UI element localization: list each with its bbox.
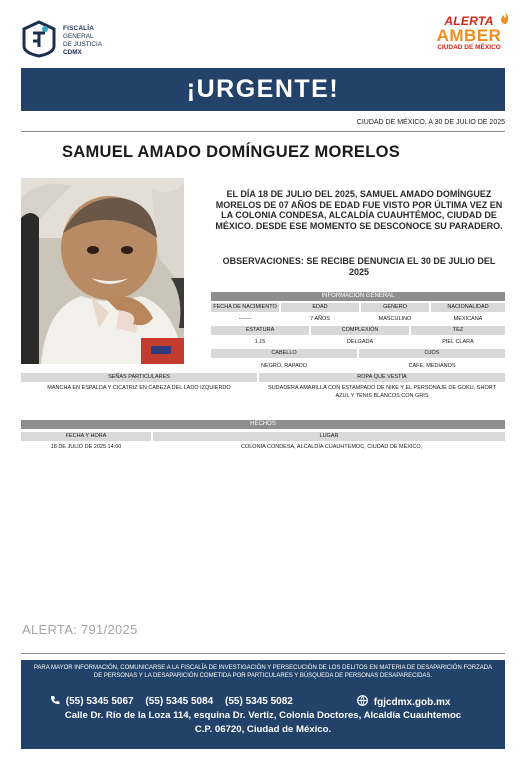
phone-icon [50, 695, 60, 705]
birth-value: ------- [238, 316, 252, 322]
phone-3[interactable]: (55) 5345 5082 [225, 696, 293, 707]
clothing-value: SUDADERA AMARILLA CON ESTAMPADO DE NIKE Y EL PERSONAJE DE GOKU, SHORT AZUL Y TENIS BLANCOS CON GRIS [268, 385, 496, 399]
fiscalia-name [63, 25, 102, 57]
address [21, 709, 505, 737]
build-value: DELGADA [346, 339, 374, 345]
eyes-value: CAFE, MEDIANOS [408, 363, 456, 369]
gender-value: MASCULINO [378, 316, 412, 322]
person-photo [21, 178, 184, 364]
phone-1[interactable]: (55) 5345 5067 [65, 696, 134, 707]
report-paragraph: EL DÍA 18 DE JULIO DEL 2025, SAMUEL AMADO DOMÍNGUEZ MORELOS DE 07 AÑOS DE EDAD FUE VISTO POR ÚLTIMA VEZ EN LA COLONIA CONDESA, ALCALDÍA CUAUHTÉMOC, CIUDAD DE MÉXICO. DESDE ESE MOMENTO SE DESCONOCE SU PARADERO. [215, 189, 503, 231]
gender-label: GENERO [361, 303, 429, 312]
page-header [0, 0, 526, 68]
birth-label: FECHA DE NACIMIENTO [211, 303, 279, 312]
divider-top [21, 131, 505, 132]
eyes-label: OJOS [359, 349, 505, 358]
age-value: 7 AÑOS [310, 316, 330, 322]
org-line-1: FISCALÍA [63, 25, 95, 32]
build-label: COMPLEXIÓN [311, 326, 409, 335]
clothing-label: ROPA QUE VESTÍA [259, 373, 505, 382]
child-photo-illustration [21, 178, 184, 364]
website-block [357, 695, 450, 708]
marks-value: MANCHA EN ESPALDA Y CICATRIZ EN CABEZA DEL LADO IZQUIERDO [47, 385, 231, 391]
amber-line-3: CIUDAD DE MÉXICO [437, 44, 501, 51]
amber-line-1: ALERTA [444, 14, 494, 28]
contact-info-text: PARA MAYOR INFORMACIÓN, COMUNICARSE A LA FISCALÍA DE INVESTIGACIÓN Y PERSECUCIÓN DE LOS DELITOS EN MATERIA DE DESAPARICIÓN FORZADA DE PERSONAS Y LA DESAPARICIÓN COMETIDA POR PARTICULARES Y BÚSQUEDA DE PERSONAS DESAPARECIDAS. [33, 665, 493, 679]
facts-header: HECHOS [21, 420, 505, 429]
height-label: ESTATURA [211, 326, 309, 335]
phone-numbers [50, 695, 302, 707]
urgent-banner: ¡URGENTE! [21, 68, 505, 111]
address-line-2: C.P. 06720, Ciudad de México. [194, 724, 332, 735]
place-label: LUGAR [153, 432, 505, 441]
observations: OBSERVACIONES: SE RECIBE DENUNCIA EL 30 DE JULIO DEL 2025 [222, 256, 496, 277]
alert-code: ALERTA: 791/2025 [22, 622, 138, 637]
address-line-1: Calle Dr. Río de la Loza 114, esquina Dr. Vertiz, Colonia Doctores, Alcaldía Cuauhtemoc [64, 710, 462, 721]
org-line-4: CDMX [63, 49, 82, 56]
fiscalia-logo-icon [21, 20, 57, 58]
nationality-value: MEXICANA [453, 316, 483, 322]
skin-label: TEZ [411, 326, 505, 335]
place-value: COLONIA CONDESA, ALCALDÍA CUAUHTEMOC, CIUDAD DE MÉXICO, [241, 444, 423, 450]
missing-person-name: SAMUEL AMADO DOMÍNGUEZ MORELOS [61, 143, 401, 161]
org-line-2: GENERAL [63, 33, 94, 40]
hair-label: CABELLO [211, 349, 357, 358]
alerta-amber-logo [432, 15, 506, 52]
nationality-label: NACIONALIDAD [431, 303, 505, 312]
dateline: CIUDAD DE MÉXICO, A 30 DE JULIO DE 2025 [356, 119, 505, 126]
marks-label: SEÑAS PARTICULARES [21, 373, 257, 382]
datetime-value: 18 DE JULIO DE 2025 14:00 [50, 444, 122, 450]
general-info-header: INFORMACIÓN GENERAL [211, 292, 505, 301]
datetime-label: FECHA Y HORA [21, 432, 151, 441]
amber-line-2: AMBER [436, 26, 502, 45]
height-value: 1.15 [254, 339, 266, 345]
contact-footer [21, 660, 505, 749]
divider-bottom [21, 653, 505, 654]
phone-2[interactable]: (55) 5345 5084 [145, 696, 214, 707]
org-line-3: DE JUSTICIA [63, 41, 103, 48]
web-icon [357, 695, 368, 706]
age-label: EDAD [281, 303, 359, 312]
hair-value: NEGRO, RAPADO [260, 363, 308, 369]
website-link[interactable]: fgjcdmx.gob.mx [373, 697, 451, 708]
skin-value: PIEL CLARA [442, 339, 474, 345]
flame-icon [500, 12, 510, 24]
